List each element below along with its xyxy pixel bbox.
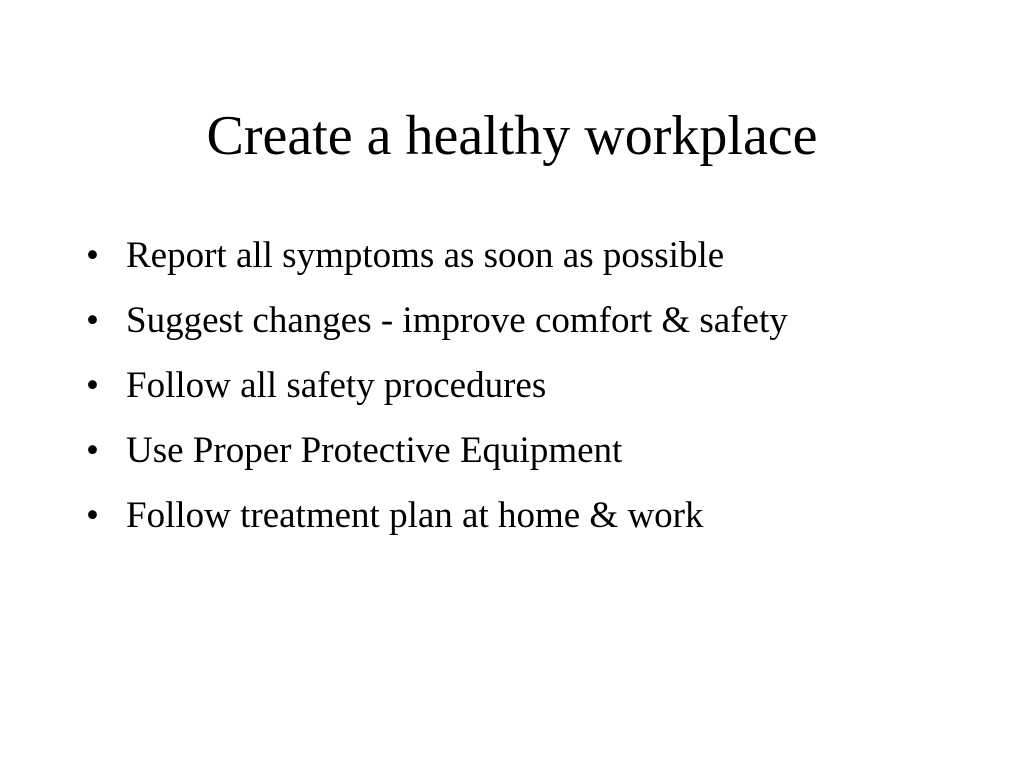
bullet-text: Report all symptoms as soon as possible [126, 235, 725, 276]
bullet-list [86, 230, 946, 555]
bullet-icon: • [86, 430, 99, 471]
bullet-icon: • [86, 495, 99, 536]
slide-title: Create a healthy workplace [206, 105, 818, 167]
bullet-item [86, 425, 946, 477]
bullet-text: Follow treatment plan at home & work [126, 495, 704, 536]
bullet-icon: • [86, 365, 99, 406]
bullet-item [86, 295, 946, 347]
bullet-text: Use Proper Protective Equipment [126, 430, 623, 471]
bullet-icon: • [86, 300, 99, 341]
bullet-item [86, 360, 946, 412]
bullet-icon: • [86, 235, 99, 276]
bullet-item [86, 490, 946, 542]
bullet-text: Suggest changes - improve comfort & safety [126, 300, 788, 341]
bullet-text: Follow all safety procedures [126, 365, 547, 406]
bullet-item [86, 230, 946, 282]
